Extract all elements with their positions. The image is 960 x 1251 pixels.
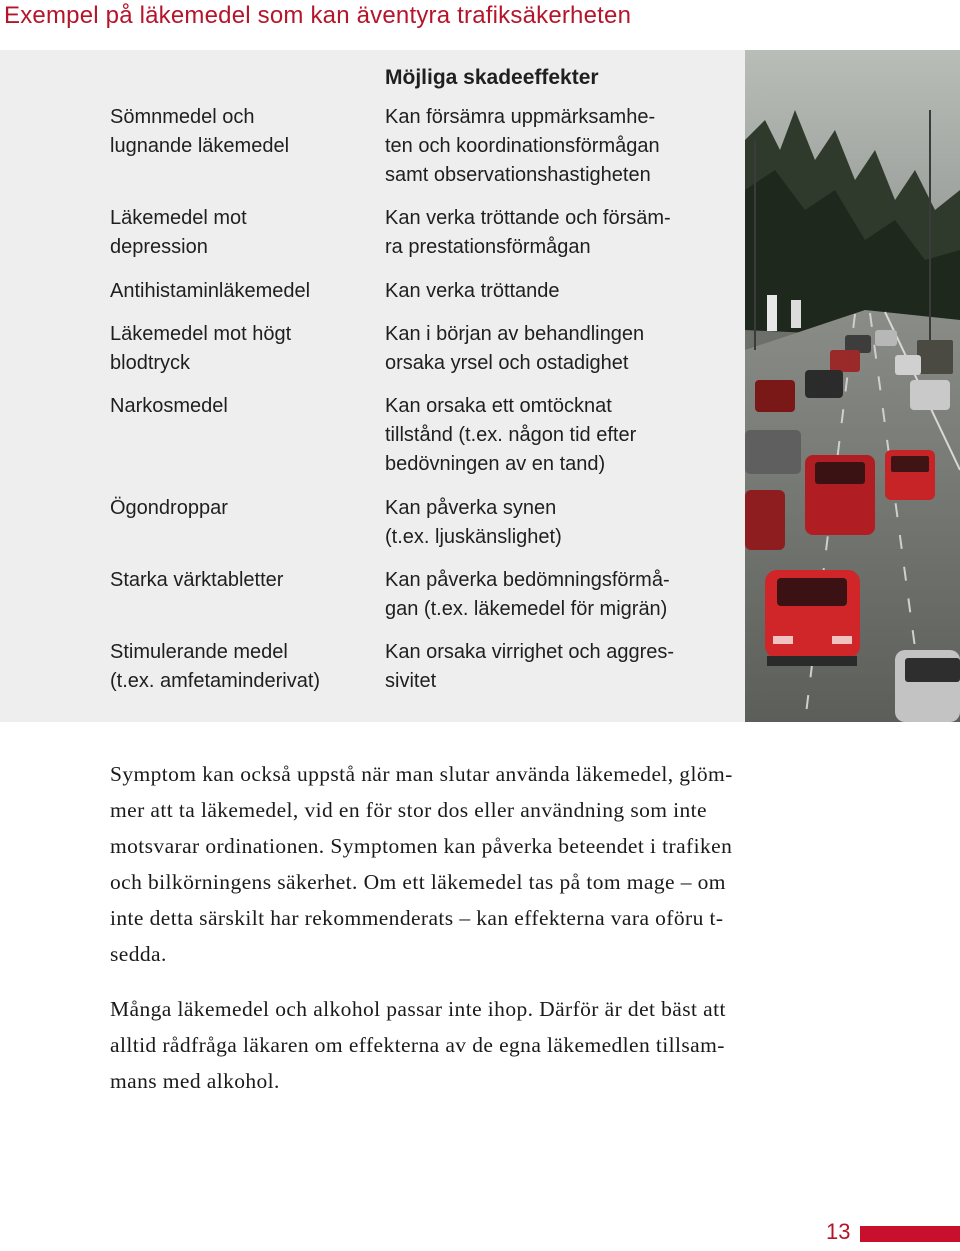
medication-painkillers: Starka värktabletter: [110, 569, 284, 591]
medication-sleeping-pills: Sömnmedel och lugnande läkemedel: [110, 106, 290, 157]
effect-eye-drops: Kan påverka synen (t.ex. ljuskänslighet): [385, 497, 562, 548]
effect-sleeping-pills: Kan försämra uppmärksamhe- ten och koordinationsförmågan samt observationshastigheten: [385, 106, 660, 186]
page-number: 13: [826, 1219, 851, 1244]
medication-stimulants: Stimulerande medel (t.ex. amfetaminderivat): [110, 641, 321, 692]
medication-antidepressants: Läkemedel mot depression: [110, 207, 247, 258]
body-paragraph-1: Symptom kan också uppstå när man slutar använda läkemedel, glöm- mer att ta läkemedel, vid en för stor dos eller användning som inte motsvarar ordinationen. Symptomen kan påverka beteendet i trafiken och bilkörningens säkerhet. Om ett läkemedel tas på tom mage – om inte detta särskilt har rekommenderats – kan effekterna vara oföru t- sedda.: [110, 762, 733, 966]
medication-eye-drops: Ögondroppar: [110, 497, 228, 519]
effects-column-heading: Möjliga skadeeffekter: [385, 66, 599, 89]
medication-antihistamines: Antihistaminläkemedel: [110, 280, 311, 302]
effect-antihistamines: Kan verka tröttande: [385, 280, 560, 302]
medication-blood-pressure: Läkemedel mot högt blodtryck: [110, 323, 292, 374]
effect-anaesthetics: Kan orsaka ett omtöcknat tillstånd (t.ex. någon tid efter bedövningen av en tand): [385, 395, 637, 475]
effect-blood-pressure: Kan i början av behandlingen orsaka yrsel och ostadighet: [385, 323, 645, 374]
body-paragraph-2: Många läkemedel och alkohol passar inte ihop. Därför är det bäst att alltid rådfråga läkaren om effekterna av de egna läkemedlen tillsam- mans med alkohol.: [110, 997, 726, 1093]
effect-antidepressants: Kan verka tröttande och försäm- ra prestationsförmågan: [385, 207, 671, 258]
page-title: Exempel på läkemedel som kan äventyra trafiksäkerheten: [4, 2, 632, 29]
page-marker-bar: [860, 1226, 960, 1242]
highway-traffic-photo: [745, 50, 960, 722]
medication-anaesthetics: Narkosmedel: [110, 395, 228, 417]
effect-stimulants: Kan orsaka virrighet och aggres- sivitet: [385, 641, 675, 692]
effect-painkillers: Kan påverka bedömningsförmå- gan (t.ex. läkemedel för migrän): [385, 569, 670, 620]
